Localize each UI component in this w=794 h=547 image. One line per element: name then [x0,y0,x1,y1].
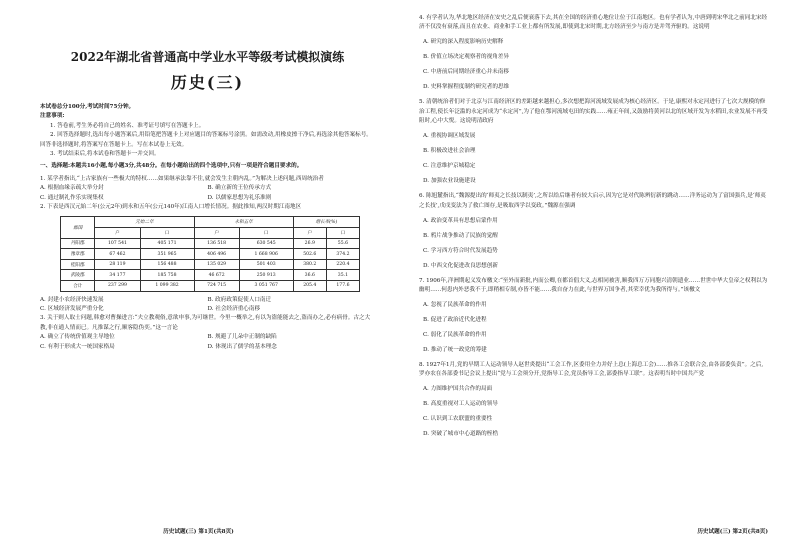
score-line: 本试卷总分100分,考试时间75分钟。 [40,104,135,110]
exam-subtitle: 历史(三) [170,73,245,92]
option-d: D. 体现出了儒学的基本理念 [207,343,277,350]
table-cell: 502.6 [293,249,326,260]
exam-title: 2022年湖北省普通高中学业水平等级考试模拟演练 [70,50,345,64]
option-a: A. 力图维护国共合作的局面 [423,386,493,393]
option-c: C. 学习西方符合时代发展趋势 [423,247,498,254]
option-b: B. 积极改进社会治理 [423,148,476,155]
option-c: C. 注意维护京城稳定 [423,163,476,170]
question-stem: 2. 下表是西汉元始二年(公元2年)到永和五年(公元140年)江南人口增长情况。据此推知,两汉时期江南地区 [40,204,302,211]
table-cell: 351 965 [140,249,194,260]
population-table [60,216,360,291]
table-cell: 67 462 [95,249,140,260]
table-subheader: 户 [293,228,326,239]
notes-heading: 注意事项: [40,113,65,120]
question-7 [419,277,768,356]
table-cell: 405 171 [140,238,194,249]
table-cell: 34 177 [95,270,140,281]
option-c: C. 中唐前后同期经济重心并未南移 [423,69,509,76]
question-4 [419,14,768,93]
table-cell: 135 029 [194,259,239,270]
question-1 [40,175,375,203]
option-c: C. 区域经济发展严重分化 [40,306,104,313]
table-cell: 630 545 [239,238,293,249]
table-cell: 156 488 [140,259,194,270]
option-d: D. 社会经济重心南移 [207,306,261,313]
option-b: B. 价值立场决定观察者的视角差异 [423,54,509,61]
table-cell: 豫章郡 [61,249,95,260]
option-a: A. 重视协调区域发展 [423,133,476,140]
table-header: 元始二年 [95,217,194,228]
question-stem: 4. 有学者认为,华北地区经济在安史之乱后便衰落下去,其在全国的经济重心地位让位于江南地区。也有学者认为,中唐到明宋华北之前同北宋经济不仅没有衰落,而且在农业、商业和手工业上都有所发展,即使到北宋时期,北方经济至少与南方是并驾齐驱的。这说明 [419,15,768,31]
table-row [61,281,360,292]
option-b: B. 确立新的王位传承方式 [207,185,272,192]
table-row [61,270,360,281]
option-b: B. 规避了儿朵中正制的缺陷 [207,334,277,341]
table-row [61,259,360,270]
table-cell: 250 913 [239,270,293,281]
table-cell: 205.4 [293,281,326,292]
table-cell: 合计 [61,281,95,292]
table-cell: 406 496 [194,249,239,260]
option-b: B. 政府政策促使人口南迁 [207,296,272,303]
question-stem: 8. 1927年1月,党的早期工人运动领导人赵世炎提出“工会工作,区委用全力并好上总(上海总工会)……推各工会联合会,由各部委负责”。之后,罗亦农在各部委书记会议上提出“党与工会须分开,党指导工会,党员指导工会,部委指导工联”。这表明当时中国共产党 [419,362,764,378]
option-b: B. 促进了政治近代化进程 [423,317,487,324]
table-subheader: 口 [140,228,194,239]
table-header: 增长率(%) [293,217,359,228]
table-header: 永和五年 [194,217,293,228]
option-b: B. 高度重视对工人运动的领导 [423,401,498,408]
note-item: 3. 考试结束后,将本试卷和答题卡一并交回。 [50,151,160,158]
question-stem: 3. 关于则人取士问题,韩愈对曹操进言:“夫立教观俗,意欲申事,为可继世。今里一概举之,有以为盗能能去之,盗而办之,必有病骨。古之大教,非在通人情而已。凡推谋之行,顺客隐伪奕。”这一言论 [40,315,371,331]
option-a: A. 忽视了民族革命的作用 [423,302,487,309]
section-heading: 一、选择题:本题共16小题,每小题3分,共48分。在每小题给出的四个选项中,只有一项是符合题目要求的。 [40,163,303,170]
option-c: C. 认识到工农联盟的重要性 [423,416,493,423]
table-row [61,238,360,249]
option-a: A. 研究的深入程度影响历史解释 [423,39,504,46]
question-stem: 1. 某学者指出,“上古家族有一些极大的特权……如果继承法靠不住,就会发生主朝内乱。”为解决上述问题,西周统治者 [40,175,324,182]
note-item: 2. 回答选择题时,选出每小题答案后,用铅笔把答题卡上对应题目的答案标号涂黑。如需改动,用橡皮擦干净后,再选涂其他答案标号。回答非选择题时,将答案写在答题卡上。写在本试卷上无效。 [40,132,372,148]
option-d: D. 加强农业设施建设 [423,178,476,185]
table-cell: 185 758 [140,270,194,281]
table-cell: 3 051 767 [239,281,293,292]
question-5 [419,98,768,186]
question-stem: 7. 1906年,洋洲期起义发布檄文:“至外而新批,内而公卿,在都首倡大义,志相同被害,顺我四万万同胞兴清朝遗业……世世中华大皇帝之权利以为幽明……何患内外恶我不于,即稍相专制,亦皆不能……我自奋力在此,与世界万国争者,其荣幸优为我所得与。”该檄文 [419,277,768,294]
option-c: C. 有利于形成大一统国家格局 [40,343,115,350]
table-cell: 237 299 [95,281,140,292]
table-cell: 桂阳郡 [61,259,95,270]
option-d: D. 以儒家思想为礼乐准则 [207,194,272,201]
option-c: C. 弱化了民族革命的作用 [423,332,487,339]
table-cell: 374.2 [326,249,359,260]
table-cell: 136 518 [194,238,239,249]
option-d: D. 推动了统一政党的筹建 [423,347,487,354]
table-cell: 220.4 [326,259,359,270]
exam-page-2 [397,0,794,547]
table-cell: 武陵郡 [61,270,95,281]
table-cell: 55.6 [326,238,359,249]
question-2 [40,203,375,314]
question-8 [419,361,768,440]
question-stem: 5. 清朝统治者们对于北京与江南经济区的差距越来越担心,多次想把海河流域发展成为核心经济区。于是,康熙对永定河进行了七次大规模的修治工程,使长年泛滥的永定河成为“永定河”,为了他在鄂河流域屯田的实践……雍正年间,又鼓励将黄河以北的区域开发为水稻田,农业发展不再受阻时,心中大悦。这说明清政府 [419,99,768,125]
note-item: 1. 答卷前,考生务必将自己的姓名、准考证号填写在答题卡上。 [50,122,205,129]
table-cell: 36.6 [293,270,326,281]
table-cell: 380.2 [293,259,326,270]
table-cell: 724 715 [194,281,239,292]
question-stem: 6. 陈旭麓指出,“魏源提出的‘师夷之长技以制夷’,之所以给后继者有较大启示,因为它是对代陈辨衍新的跳动……洋务运动为了富国强兵,是‘师夷之长技’,戊戌变法为了救亡图存,是吸取西学以变政。”魏源在强调 [419,193,766,209]
table-cell: 丹阳郡 [61,238,95,249]
option-a: A. 确立了传统价值观主导地位 [40,334,115,341]
table-subheader: 口 [239,228,293,239]
page-footer: 历史试题(三) 第1页(共8页) [163,529,234,535]
option-b: B. 鸦片战争推动了民族的觉醒 [423,232,498,239]
option-a: A. 封建小农经济快速发展 [40,296,104,303]
question-3 [40,314,375,352]
table-cell: 107 541 [95,238,140,249]
table-cell: 46 672 [194,270,239,281]
table-cell: 26.9 [293,238,326,249]
option-d: D. 突破了城市中心道路的桎梏 [423,431,498,438]
question-6 [419,192,768,271]
table-cell: 28 119 [95,259,140,270]
page-footer: 历史试题(三) 第2页(共8页) [697,529,768,535]
table-cell: 1 668 906 [239,249,293,260]
table-cell: 177.6 [326,281,359,292]
option-d: D. 中西文化促进改良思想创新 [423,262,498,269]
option-a: A. 政治变革具有思想启蒙作用 [423,217,498,224]
option-d: D. 史料掌握程度制约研究者的思维 [423,84,510,91]
table-header: 郡国 [61,217,95,238]
table-cell: 35.1 [326,270,359,281]
table-subheader: 户 [95,228,140,239]
table-cell: 1 099 382 [140,281,194,292]
option-c: C. 通过制礼作乐实现集权 [40,194,104,201]
table-subheader: 口 [326,228,359,239]
table-row [61,249,360,260]
table-subheader: 户 [194,228,239,239]
table-cell: 501 403 [239,259,293,270]
option-a: A. 根据血缘亲疏大举分封 [40,185,104,192]
